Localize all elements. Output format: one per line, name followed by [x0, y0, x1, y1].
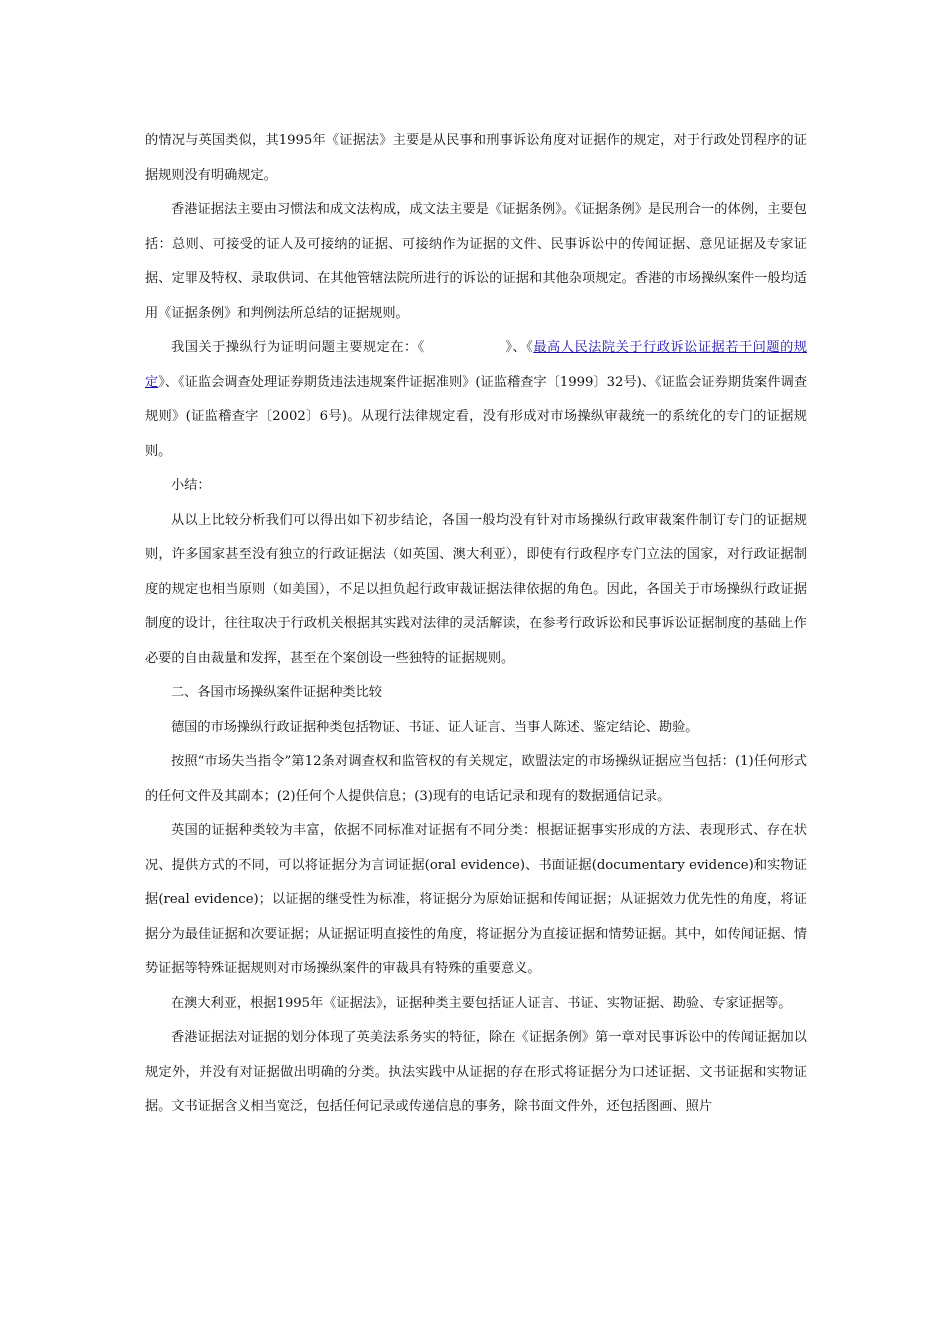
china-regulations-intro: 我国关于操纵行为证明问题主要规定在：《 — [171, 340, 425, 355]
paragraph-hong-kong-evidence-law: 香港证据法主要由习惯法和成文法构成，成文法主要是《证据条例》。《证据条例》是民刑合一的体例，主要包括：总则、可接受的证人及可接纳的证据、可接纳作为证据的文件、民事诉讼中的传闻证据、意见证据及专家证据、定罪及特权、录取供词、在其他管辖法院所进行的诉讼的证据和其他杂项规定。香港的市场操纵案件一般均适用《证据条例》和判例法所总结的证据规则。 — [145, 202, 807, 321]
paragraph-hong-kong-classification: 香港证据法对证据的划分体现了英美法系务实的特征，除在《证据条例》第一章对民事诉讼中的传闻证据加以规定外，并没有对证据做出明确的分类。执法实践中从证据的存在形式将证据分为口述证据、文书证据和实物证据。文书证据含义相当宽泛，包括任何记录或传递信息的事务，除书面文件外，还包括图画、照片 — [145, 1030, 807, 1114]
paragraph-germany: 德国的市场操纵行政证据种类包括物证、书证、证人证言、当事人陈述、鉴定结论、勘验。 — [171, 719, 699, 735]
paragraph-summary-body: 从以上比较分析我们可以得出如下初步结论，各国一般均没有针对市场操纵行政审裁案件制订专门的证据规则，许多国家甚至没有独立的行政证据法（如英国、澳大利亚），即使有行政程序专门立法的国家，对行政证据制度的规定也相当原则（如美国），不足以担负起行政审裁证据法律依据的角色。因此，各国关于市场操纵行政证据制度的设计，往往取决于行政机关根据其实践对法律的灵活解读，在参考行政诉讼和民事诉讼证据制度的基础上作必要的自由裁量和发挥，甚至在个案创设一些独特的证据规则。 — [145, 512, 807, 666]
paragraph-eu-directive: 按照“市场失当指令”第12条对调查权和监管权的有关规定，欧盟法定的市场操纵证据应当包括：(1)任何形式的任何文件及其副本；(2)任何个人提供信息；(3)现有的电话记录和现有的数据通信记录。 — [145, 754, 807, 804]
document-body — [145, 124, 807, 1125]
paragraph-uk-context: 的情况与英国类似，其1995年《证据法》主要是从民事和刑事诉讼角度对证据作的规定，对于行政处罚程序的证据规则没有明确规定。 — [145, 133, 807, 183]
section-heading-evidence-types: 二、各国市场操纵案件证据种类比较 — [171, 685, 382, 700]
china-regulations-separator: 》、《 — [504, 340, 534, 355]
paragraph-australia: 在澳大利亚，根据1995年《证据法》，证据种类主要包括证人证言、书证、实物证据、勘验、专家证据等。 — [171, 995, 792, 1011]
supreme-court-rules-link[interactable]: 最高人民法院关于行政诉讼证据若干问题的规定 — [145, 340, 807, 390]
paragraph-uk-evidence-types: 英国的证据种类较为丰富，依据不同标准对证据有不同分类：根据证据事实形成的方法、表现形式、存在状况、提供方式的不同，可以将证据分为言词证据(oral evidence)、书面证据(documentary evidence)和实物证据(real evidence)；以证据的继受性为标准，将证据分为原始证据和传闻证据；从证据效力优先性的角度，将证据分为最佳证据和次要证据；从证据证明直接性的角度，将证据分为直接证据和情势证据。其中，如传闻证据、情势证据等特殊证据规则对市场操纵案件的审裁具有特殊的重要意义。 — [145, 823, 807, 976]
paragraph-summary-heading: 小结： — [171, 478, 211, 493]
china-regulations-rest: 》、《证监会调查处理证券期货违法违规案件证据准则》(证监稽查字〔1999〕32号)、《证监会证券期货案件调查规则》(证监稽查字〔2002〕6号)。从现行法律规定看，没有形成对市场操纵审裁统一的系统化的专门的证据规则。 — [145, 374, 808, 459]
paragraph-china-regulations — [145, 331, 807, 469]
